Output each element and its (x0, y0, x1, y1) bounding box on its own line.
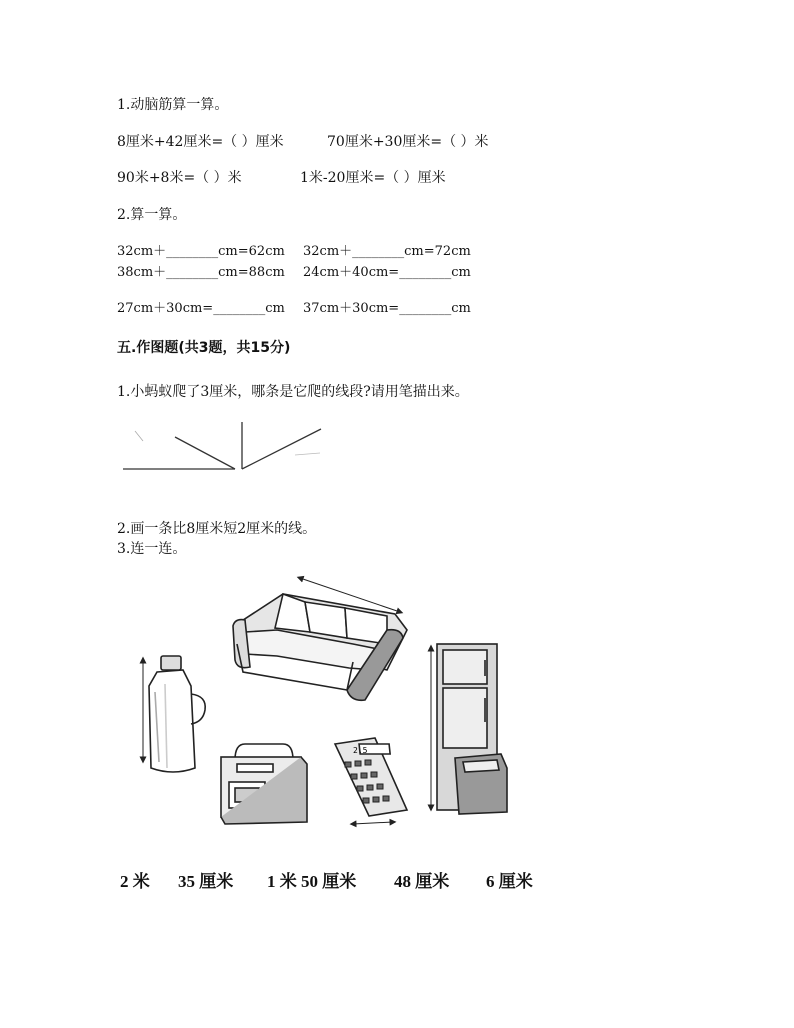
q2-row3-right: 37cm＋30cm=________cm (303, 301, 471, 316)
s5-q2-text: 2.画一条比8厘米短2厘米的线。 (117, 521, 317, 537)
q2-row2-right: 24cm＋40cm=________cm (303, 265, 471, 280)
s5-q1-text: 1.小蚂蚁爬了3厘米，哪条是它爬的线段?请用笔描出来。 (117, 384, 469, 400)
calculator-icon (335, 738, 407, 824)
segment-right (242, 429, 321, 469)
q1-row1-left: 8厘米+42厘米=（ ）厘米 (117, 134, 284, 150)
q1-title: 1.动脑筋算一算。 (117, 97, 229, 113)
radio-icon (221, 744, 307, 824)
q1-row2-left: 90米+8米=（ ）米 (117, 170, 242, 186)
section-heading: 五.作图题(共3题，共15分) (117, 340, 291, 356)
q2-row2-left: 38cm＋________cm=88cm (117, 265, 285, 280)
answer-option-5: 6 厘米 (486, 872, 533, 891)
answer-option-3: 1 米 50 厘米 (267, 872, 357, 891)
refrigerator-icon (431, 644, 507, 814)
bottle-icon (143, 656, 205, 772)
segment-figure (115, 415, 335, 480)
q2-row1-left: 32cm＋________cm=62cm (117, 244, 285, 259)
s5-q3-text: 3.连一连。 (117, 541, 187, 557)
q1-row2-right: 1米-20厘米=（ ）厘米 (300, 170, 446, 186)
answer-option-1: 2 米 (120, 872, 150, 891)
q2-row1-right: 32cm＋________cm=72cm (303, 244, 471, 259)
q2-title: 2.算一算。 (117, 207, 187, 223)
segment-diagonal (175, 437, 235, 469)
q1-row1-right: 70厘米+30厘米=（ ）米 (327, 134, 489, 150)
calculator-display: 2.5 (353, 746, 368, 755)
answer-option-4: 48 厘米 (394, 872, 450, 891)
matching-illustration (125, 572, 525, 837)
sofa-icon (233, 578, 407, 700)
q2-row3-left: 27cm＋30cm=________cm (117, 301, 285, 316)
answer-option-2: 35 厘米 (178, 872, 234, 891)
